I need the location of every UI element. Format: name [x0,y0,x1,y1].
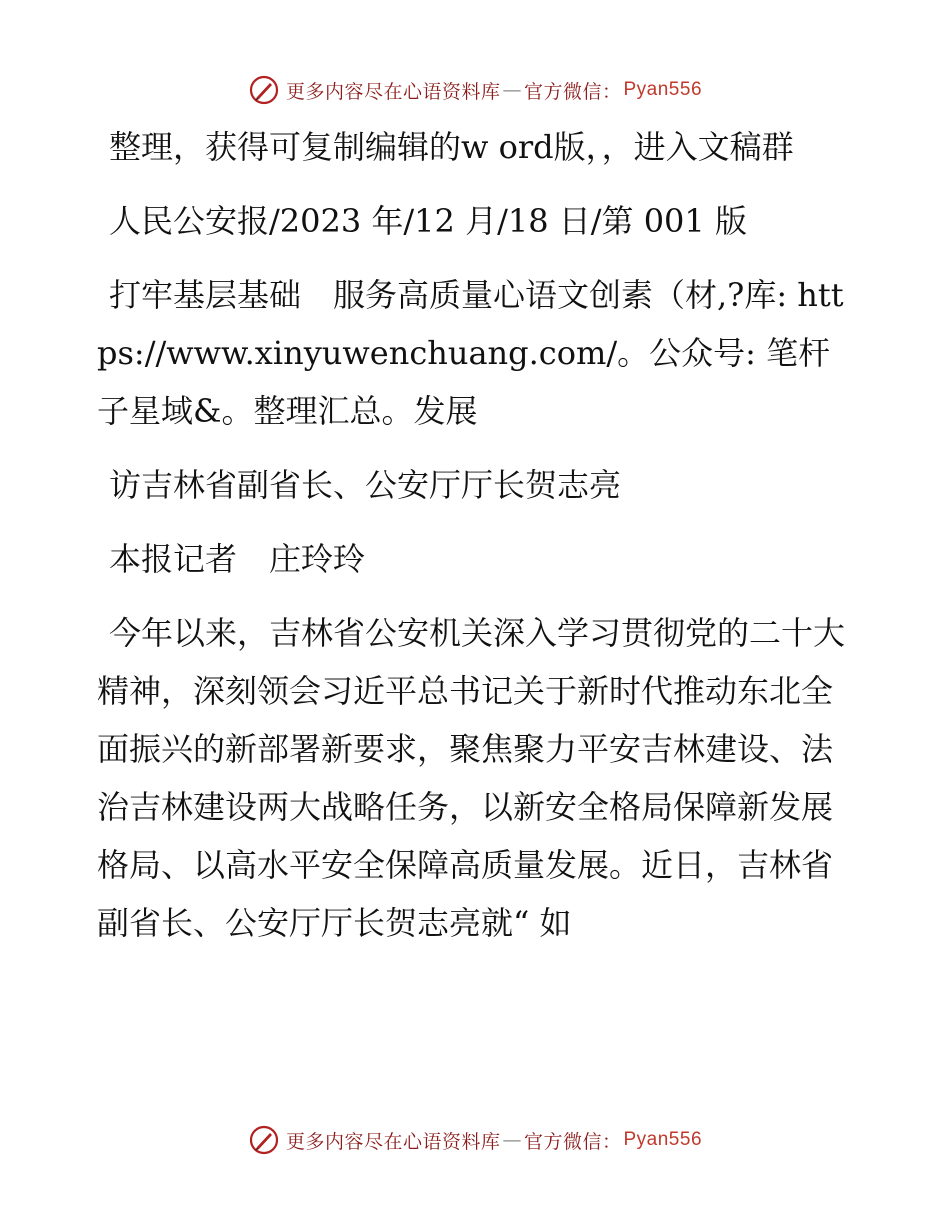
feather-pen-logo-icon [248,74,280,106]
header-banner [0,70,950,110]
banner-account: Pyan556 [623,1129,703,1150]
document-paragraph-2 [97,192,857,250]
paragraph-text: 今年以来，吉林省公安机关深入学习贯彻党的二十大精神，深刻领会习近平总书记关于新时代推动东北全面振兴的新部署新要求，聚焦聚力平安吉林建设、法治吉林建设两大战略任务，以新安全格局保障新发展格局、以高水平安全保障高质量发展。近日，吉林省副省长、公安厅厅长贺志亮就“ 如 [97,614,846,942]
paragraph-text: 人民公安报/2023 年/12 月/18 日/第 001 版 [109,202,747,240]
feather-pen-logo-icon [248,1124,280,1156]
footer-banner [0,1120,950,1160]
paragraph-text: 打牢基层基础 服务高质量心语文创素（材,?库: https://www.xinyuwenchuang.com/。公众号: 笔杆子星域&。整理汇总。发展 [97,276,844,430]
banner-wechat-label: 官方微信： [523,80,622,103]
banner-main-text: 更多内容尽在心语资料库 [285,1130,501,1153]
paragraph-text: 访吉林省副省长、公安厅厅长贺志亮 [109,466,622,504]
document-paragraph-1 [97,118,857,176]
banner-account: Pyan556 [623,79,703,100]
banner-separator: — [502,1129,522,1151]
document-paragraph-4 [97,456,857,514]
paragraph-text: 本报记者 庄玲玲 [109,540,366,578]
banner-separator: — [502,79,522,101]
paragraph-text: 整理，获得可复制编辑的w ord版，，进入文稿群 [109,128,794,166]
document-paragraph-5 [97,530,857,588]
document-paragraph-6 [97,604,857,952]
banner-main-text: 更多内容尽在心语资料库 [285,80,501,103]
banner-wechat-label: 官方微信： [523,1130,622,1153]
document-paragraph-3 [97,266,857,440]
document-body [97,118,857,968]
